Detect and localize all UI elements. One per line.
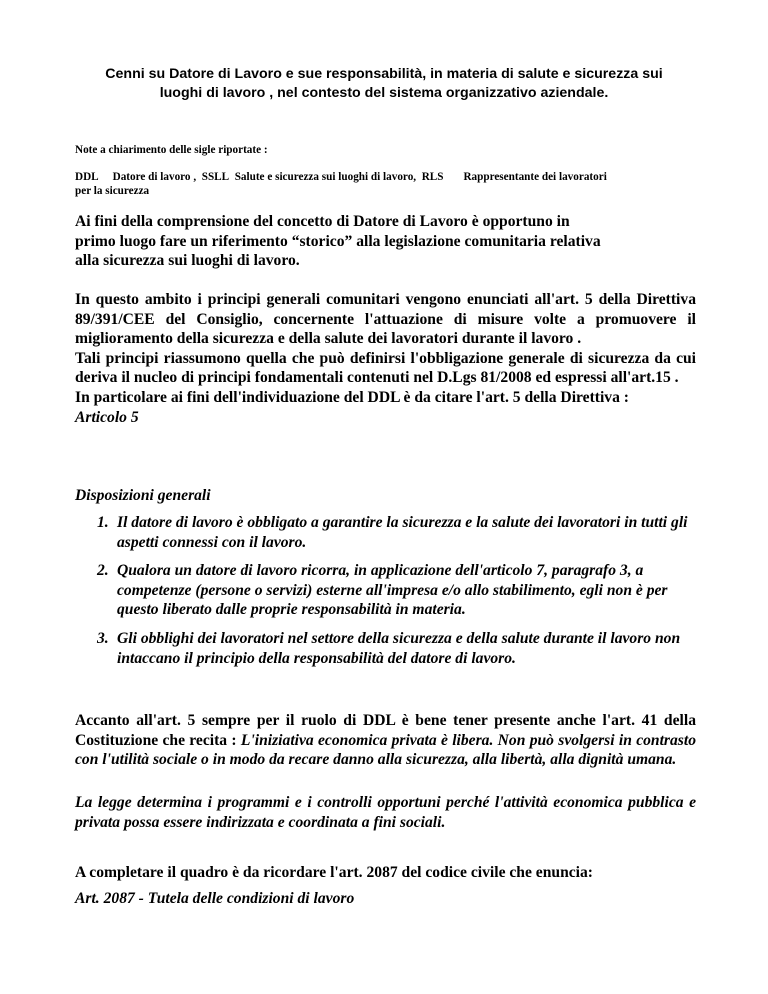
list-number: 2. (97, 562, 109, 580)
document-title (60, 65, 708, 103)
rls-text: Rappresentante dei lavoratori (463, 171, 607, 183)
disposizioni-heading: Disposizioni generali (75, 487, 211, 504)
costituzione-quote: L'iniziativa economica privata è libera. Non può svolgersi in contrasto con l'utilità sociale o in modo da recare danno alla sicurezza, alla libertà, alla dignità umana. (75, 731, 696, 769)
notes-heading: Note a chiarimento delle sigle riportate : (75, 144, 268, 156)
articolo-heading: Articolo 5 (75, 408, 139, 426)
ddl-abbr: DDL (75, 171, 99, 183)
list-item (75, 513, 696, 552)
intro-line-1: Ai fini della comprensione del concetto di Datore di Lavoro è opportuno in (75, 213, 570, 230)
codice-civile-paragraph: A completare il quadro è da ricordare l'art. 2087 del codice civile che enuncia: (75, 864, 593, 881)
legge-paragraph: La legge determina i programmi e i controlli opportuni perché l'attività economica pubblica e privata possa essere indirizzata e coordinata a fini sociali. (75, 794, 696, 831)
rls-abbr: RLS (421, 171, 444, 183)
ambito-paragraph-1: In questo ambito i principi generali comunitari vengono enunciati all'art. 5 della Direttiva 89/391/CEE del Consiglio, concernente l'attuazione di misure volte a promuovere il miglioramento della sicurezza e della salute dei lavoratori durante il lavoro . (75, 291, 696, 348)
disposizioni-list (75, 513, 696, 677)
abbreviations-line (75, 170, 695, 184)
list-number: 3. (97, 629, 109, 647)
art-2087-heading: Art. 2087 - Tutela delle condizioni di lavoro (75, 890, 355, 907)
intro-paragraph (75, 212, 696, 271)
rls-continuation: per la sicurezza (75, 185, 150, 197)
costituzione-lead: Accanto all'art. 5 sempre per il ruolo di DDL è bene tener presente anche l'art. 41 della Costituzione che recita : (75, 712, 696, 749)
ssll-abbr: SSLL (201, 171, 230, 183)
title-line-2: luoghi di lavoro , nel contesto del sistema organizzativo aziendale. (159, 85, 609, 101)
list-text: Gli obblighi dei lavoratori nel settore della sicurezza e della salute durante il lavoro non intaccano il principio della responsabilità del datore di lavoro. (117, 629, 681, 667)
ddl-text: Datore di lavoro , (112, 171, 197, 183)
abbreviations-legend (75, 170, 695, 198)
ambito-paragraph-3: In particolare ai fini dell'individuazione del DDL è da citare l'art. 5 della Direttiva : (75, 388, 629, 406)
list-text: Qualora un datore di lavoro ricorra, in applicazione dell'articolo 7, paragrafo 3, a competenze (persone o servizi) esterne all'impresa e/o allo stabilimento, egli non è per questo liberato dalle proprie responsabilità in materia. (117, 562, 668, 619)
list-number: 1. (97, 514, 109, 531)
ambito-paragraph-2: Tali principi riassumono quella che può definirsi l'obbligazione generale di sicurezza da cui deriva il nucleo di principi fondamentali contenuti nel D.Lgs 81/2008 ed espressi all'art.15 . (75, 349, 696, 387)
list-text: Il datore di lavoro è obbligato a garantire la sicurezza e la salute dei lavoratori in tutti gli aspetti connessi con il lavoro. (117, 514, 688, 551)
intro-line-3: alla sicurezza sui luoghi di lavoro. (75, 252, 300, 270)
intro-line-2: primo luogo fare un riferimento “storico” alla legislazione comunitaria relativa (75, 232, 601, 250)
list-item (75, 629, 696, 668)
title-line-1: Cenni su Datore di Lavoro e sue responsabilità, in materia di salute e sicurezza sui (105, 66, 663, 82)
ambito-section (75, 290, 696, 427)
ssll-text: Salute e sicurezza sui luoghi di lavoro, (234, 171, 417, 183)
costituzione-paragraph (75, 711, 696, 770)
list-item (75, 561, 696, 620)
